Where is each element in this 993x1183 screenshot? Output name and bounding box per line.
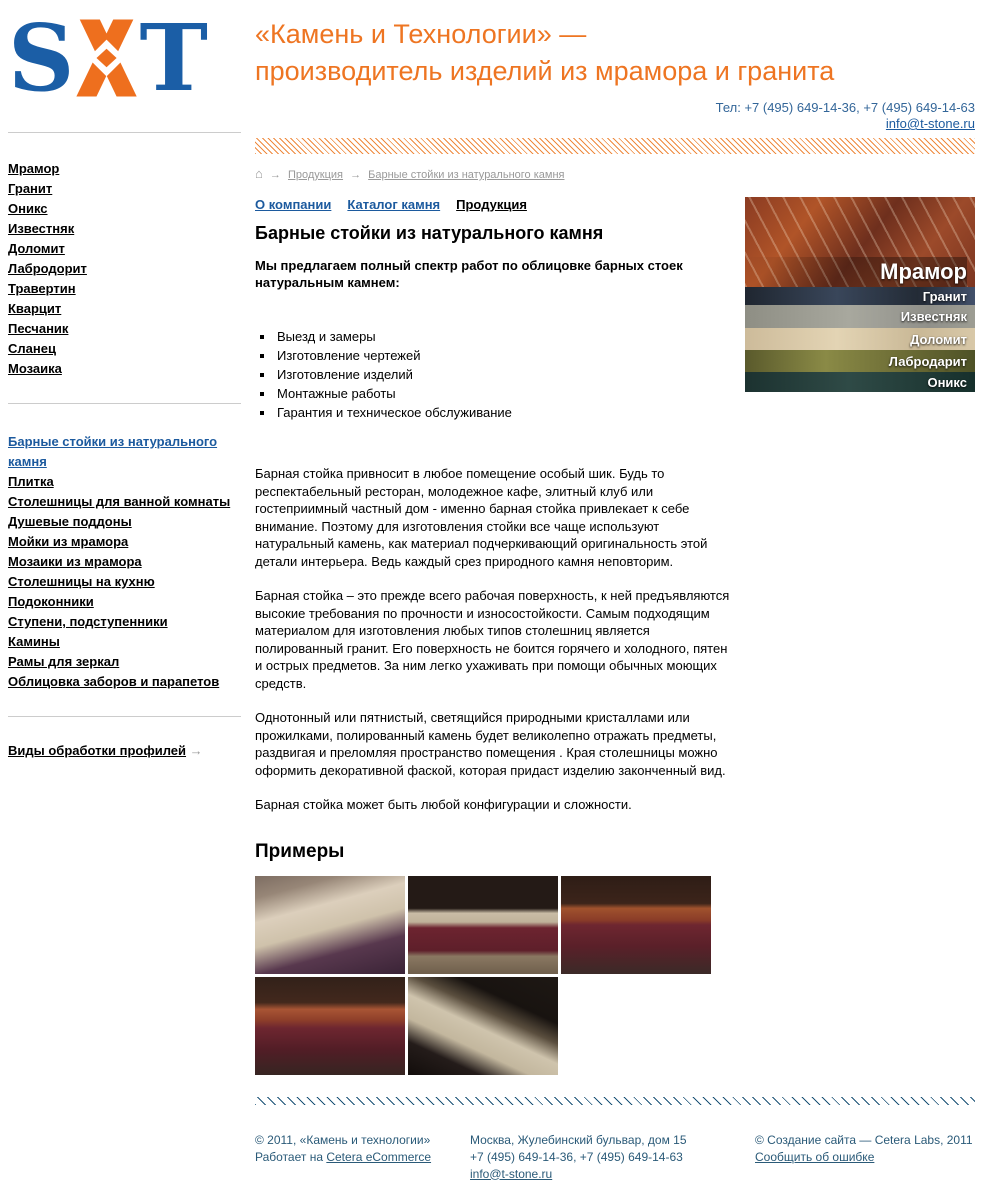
list-item: ▪ Выезд и замеры: [275, 329, 740, 345]
sidebar-item-bathroom-countertops[interactable]: Столешницы для ванной комнаты: [8, 494, 231, 509]
header-email-link[interactable]: info@t-stone.ru: [885, 116, 975, 131]
main-content: [255, 197, 740, 1075]
sidebar-item-marble-mosaics[interactable]: Мозаики из мрамора: [8, 554, 142, 569]
sidebar-item-slate[interactable]: Сланец: [8, 341, 56, 356]
right-arrow-icon: →: [189, 743, 203, 758]
stone-band-labradorite[interactable]: Лабродарит: [745, 350, 975, 372]
stone-band-limestone[interactable]: Известняк: [745, 305, 975, 328]
body-paragraph: Барная стойка – это прежде всего рабочая поверхность, к ней предъявляются высокие требования по прочности и износостойкости. Самым подходящим материалом для изготовления любых типов столешниц является полированный гранит. Его поверхность не боится горячего и холодного, пятен и острых предметов. За ним легко ухаживать при помощи обычных моющих средств.: [255, 588, 730, 691]
stone-band-onyx[interactable]: Оникс: [745, 372, 975, 392]
examples-heading: Примеры: [255, 840, 345, 862]
sidebar-item-bar-counters[interactable]: Барные стойки из натурального камня: [8, 434, 218, 469]
footer-copyright-line: © 2011, «Камень и технологии»: [255, 1132, 431, 1147]
footer-ecommerce-link[interactable]: Cetera eCommerce: [326, 1149, 432, 1164]
body-paragraph: Барная стойка может быть любой конфигурации и сложности.: [255, 797, 632, 812]
footer-site-credit: © Создание сайта — Cetera Labs, 2011: [755, 1132, 973, 1147]
logo-letter-t: T: [139, 4, 208, 112]
footer-address: Москва, Жулебинский бульвар, дом 15: [470, 1132, 687, 1147]
sidebar-divider-bottom: [8, 716, 241, 717]
sidebar-item-dolomite[interactable]: Доломит: [8, 241, 65, 256]
logo-monogram-icon: [68, 10, 145, 106]
body-paragraph: Однотонный или пятнистый, светящийся природными кристаллами или прожилками, полированный камень будет великолепно отражать предметы, раздвигая и преломляя пространство помещения . Края столешницы можно оформить декоративной фаской, которая придаст изделию законченный вид.: [255, 710, 726, 778]
sidebar-item-quartzite[interactable]: Кварцит: [8, 301, 62, 316]
list-item: ▪ Монтажные работы: [275, 386, 740, 402]
footer-powered-prefix: Работает на: [255, 1149, 327, 1164]
gallery-photo-2[interactable]: [408, 876, 558, 974]
stone-types-banner[interactable]: [745, 197, 975, 392]
breadcrumb-separator: →: [350, 169, 362, 181]
content-area: [255, 132, 975, 1183]
gallery-photo-3[interactable]: [561, 876, 711, 974]
breadcrumb-products[interactable]: Продукция: [287, 169, 344, 181]
examples-gallery: [255, 876, 740, 1075]
sidebar-item-marble[interactable]: Мрамор: [8, 161, 60, 176]
sidebar-item-labradorite[interactable]: Лабродорит: [8, 261, 87, 276]
stone-band-granite[interactable]: Гранит: [745, 287, 975, 305]
sidebar: [8, 132, 255, 1183]
sidebar-item-mosaic[interactable]: Мозаика: [8, 361, 62, 376]
nav-stone-catalog[interactable]: Каталог камня: [347, 197, 441, 212]
logo-letter-s: S: [8, 4, 75, 112]
intro-text: Мы предлагаем полный спектр работ по облицовке барных стоек натуральным камнем:: [255, 258, 683, 290]
header: [0, 0, 993, 132]
nav-about[interactable]: О компании: [255, 197, 332, 212]
site-title: [255, 10, 975, 90]
sidebar-products-menu: [8, 432, 255, 692]
sidebar-item-limestone[interactable]: Известняк: [8, 221, 75, 236]
footer-copyright: [255, 1132, 470, 1183]
body-paragraph: Барная стойка привносит в любое помещение особый шик. Будь то респектабельный ресторан, молодежное кафе, элитный клуб или гостеприимный частный дом - именно барная стойка привлекает к себе внимание. Поэтому для изготовления стойки все чаще используют натуральный камень, как материал подчеркивающий оригинальность этой детали интерьера. Ведь каждый срез природного камня неповторим.: [255, 466, 708, 569]
sidebar-item-fence-cladding[interactable]: Облицовка заборов и парапетов: [8, 674, 220, 689]
sidebar-item-granite[interactable]: Гранит: [8, 181, 53, 196]
company-logo[interactable]: [8, 4, 208, 112]
footer: [255, 1132, 975, 1183]
site-title-line1: «Камень и Технологии» —: [255, 19, 587, 49]
footer-report-error-link[interactable]: Сообщить об ошибке: [755, 1149, 875, 1164]
breadcrumb-separator: →: [269, 169, 281, 181]
stone-band-dolomite[interactable]: Доломит: [745, 328, 975, 350]
sidebar-item-steps[interactable]: Ступени, подступенники: [8, 614, 168, 629]
sidebar-item-travertine[interactable]: Травертин: [8, 281, 76, 296]
nav-products[interactable]: Продукция: [456, 197, 527, 212]
header-phone: Тел: +7 (495) 649-14-36, +7 (495) 649-14-63: [715, 100, 975, 115]
blue-hatch-divider: [255, 1097, 975, 1105]
sidebar-item-window-sills[interactable]: Подоконники: [8, 594, 94, 609]
sidebar-item-onyx[interactable]: Оникс: [8, 201, 48, 216]
sidebar-divider-top: [8, 132, 241, 133]
sidebar-item-tile[interactable]: Плитка: [8, 474, 54, 489]
breadcrumb: [255, 166, 975, 181]
sidebar-item-mirror-frames[interactable]: Рамы для зеркал: [8, 654, 120, 669]
footer-phones: +7 (495) 649-14-36, +7 (495) 649-14-63: [470, 1149, 683, 1164]
services-list: [275, 329, 740, 421]
section-nav: [255, 197, 740, 212]
list-item: ▪ Изготовление изделий: [275, 367, 740, 383]
stone-band-marble[interactable]: Мрамор: [745, 197, 975, 287]
site-title-line2: производитель изделий из мрамора и гранита: [255, 56, 835, 86]
orange-hatch-divider: [255, 138, 975, 154]
sidebar-divider-middle: [8, 403, 241, 404]
footer-email-link[interactable]: info@t-stone.ru: [470, 1166, 553, 1181]
footer-credits: [755, 1132, 975, 1183]
gallery-photo-4[interactable]: [255, 977, 405, 1075]
footer-contacts: [470, 1132, 755, 1183]
page-title: Барные стойки из натурального камня: [255, 223, 604, 243]
profiles-link[interactable]: Виды обработки профилей: [8, 743, 187, 758]
header-contacts: [255, 100, 975, 132]
list-item: ▪ Гарантия и техническое обслуживание: [275, 405, 740, 421]
home-icon[interactable]: ⌂: [255, 166, 263, 181]
gallery-photo-1[interactable]: [255, 876, 405, 974]
sidebar-item-fireplaces[interactable]: Камины: [8, 634, 60, 649]
sidebar-stones-menu: [8, 159, 255, 379]
breadcrumb-current[interactable]: Барные стойки из натурального камня: [368, 169, 565, 181]
sidebar-item-sandstone[interactable]: Песчаник: [8, 321, 69, 336]
sidebar-item-marble-sinks[interactable]: Мойки из мрамора: [8, 534, 129, 549]
sidebar-profiles-link-wrap: [8, 743, 255, 758]
sidebar-item-kitchen-countertops[interactable]: Столешницы на кухню: [8, 574, 155, 589]
list-item: ▪ Изготовление чертежей: [275, 348, 740, 364]
sidebar-item-shower-trays[interactable]: Душевые поддоны: [8, 514, 132, 529]
gallery-photo-5[interactable]: [408, 977, 558, 1075]
